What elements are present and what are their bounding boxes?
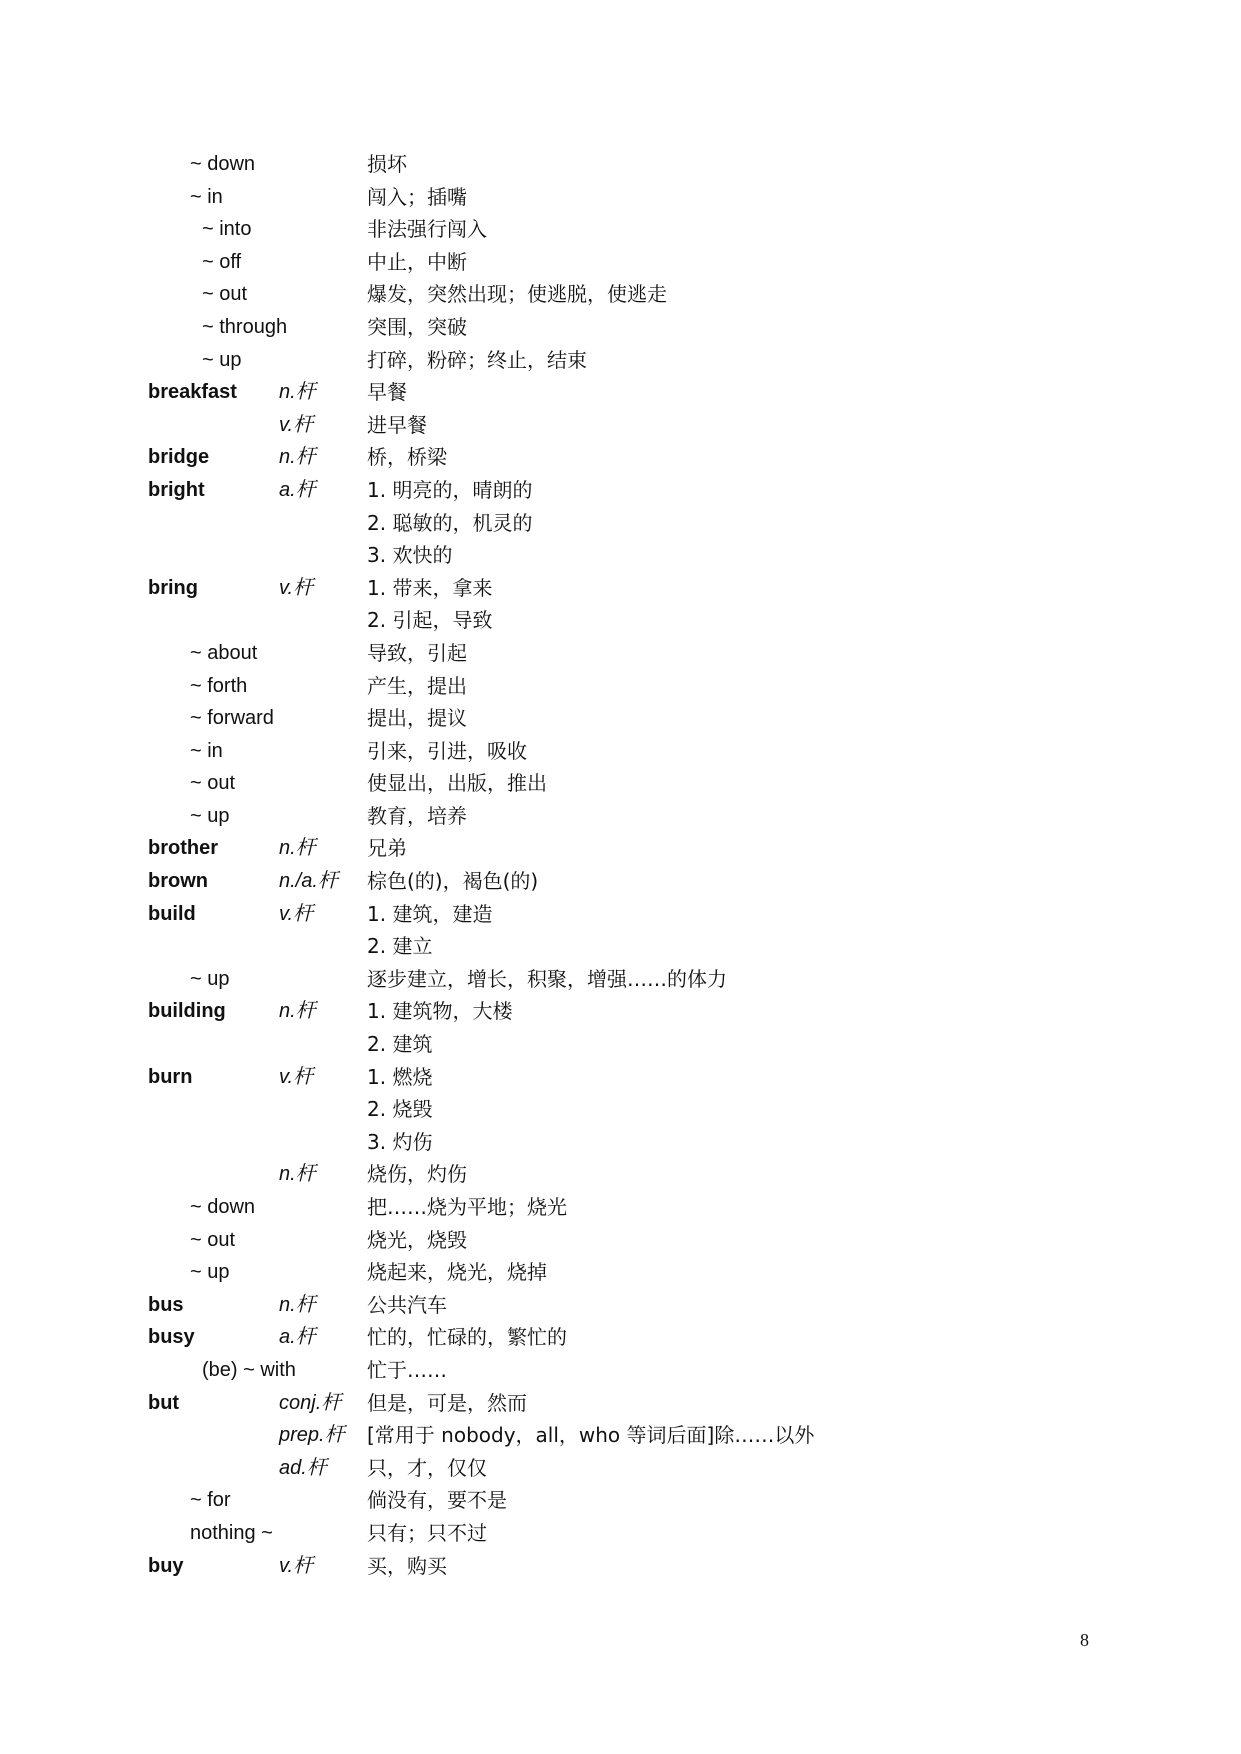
- part-of-speech: ad.杆: [279, 1456, 327, 1479]
- phrase: ~ in: [190, 739, 223, 762]
- headword: bridge: [148, 446, 210, 469]
- list-item: [0, 637, 1241, 670]
- definition: 兄弟: [367, 836, 407, 861]
- list-item: [0, 1126, 1241, 1159]
- definition: 教育，培养: [367, 803, 467, 828]
- headword: build: [148, 902, 196, 925]
- definition: 2. 建筑: [367, 1032, 433, 1057]
- phrase: ~ forth: [190, 674, 248, 697]
- definition: 1. 带来，拿来: [367, 575, 493, 600]
- part-of-speech: conj.杆: [279, 1391, 342, 1414]
- definition: 提出，提议: [367, 706, 467, 731]
- list-item: [0, 1550, 1241, 1583]
- phrase: ~ up: [190, 1261, 230, 1284]
- definition: 使显出，出版，推出: [367, 771, 547, 796]
- definition: 引来，引进，吸收: [367, 738, 527, 763]
- list-item: [0, 670, 1241, 703]
- list-item: [0, 1419, 1241, 1452]
- definition: 烧起来，烧光，烧掉: [367, 1260, 547, 1285]
- phrase: ~ into: [202, 218, 252, 241]
- list-item: [0, 246, 1241, 279]
- headword: brown: [148, 870, 208, 893]
- part-of-speech: n.杆: [279, 381, 316, 404]
- list-item: [0, 441, 1241, 474]
- list-item: [0, 572, 1241, 605]
- definition: 突围，突破: [367, 314, 467, 339]
- definition: 产生，提出: [367, 673, 467, 698]
- headword: busy: [148, 1326, 195, 1349]
- list-item: [0, 930, 1241, 963]
- phrase: ~ forward: [190, 707, 274, 730]
- definition: 1. 明亮的，晴朗的: [367, 477, 533, 502]
- list-item: [0, 1321, 1241, 1354]
- list-item: [0, 865, 1241, 898]
- definition: 中止，中断: [367, 249, 467, 274]
- definition: 早餐: [367, 380, 407, 405]
- headword: burn: [148, 1065, 193, 1088]
- list-item: [0, 800, 1241, 833]
- list-item: [0, 181, 1241, 214]
- phrase: ~ up: [190, 804, 230, 827]
- part-of-speech: n.杆: [279, 1293, 316, 1316]
- list-item: [0, 702, 1241, 735]
- headword: bright: [148, 478, 205, 501]
- definition: 导致，引起: [367, 640, 467, 665]
- list-item: [0, 376, 1241, 409]
- list-item: [0, 1387, 1241, 1420]
- list-item: [0, 898, 1241, 931]
- headword: buy: [148, 1554, 184, 1577]
- headword: breakfast: [148, 381, 237, 404]
- definition: 打碎，粉碎；终止，结束: [367, 347, 587, 372]
- list-item: [0, 148, 1241, 181]
- list-item: [0, 1354, 1241, 1387]
- definition: 1. 燃烧: [367, 1064, 433, 1089]
- headword: bring: [148, 576, 198, 599]
- part-of-speech: n.杆: [279, 837, 316, 860]
- phrase: ~ through: [202, 315, 288, 338]
- list-item: [0, 1158, 1241, 1191]
- part-of-speech: n.杆: [279, 446, 316, 469]
- list-item: [0, 1289, 1241, 1322]
- definition: 烧光，烧毁: [367, 1227, 467, 1252]
- definition: 忙于……: [367, 1357, 447, 1382]
- definition: 3. 灼伤: [367, 1129, 433, 1154]
- definition: 2. 聪敏的，机灵的: [367, 510, 533, 535]
- list-item: [0, 995, 1241, 1028]
- list-item: [0, 1028, 1241, 1061]
- headword: building: [148, 1000, 226, 1023]
- part-of-speech: a.杆: [279, 478, 316, 501]
- list-item: [0, 1093, 1241, 1126]
- phrase: ~ out: [202, 283, 248, 306]
- definition: 逐步建立，增长，积聚，增强……的体力: [367, 966, 727, 991]
- part-of-speech: v.杆: [279, 1554, 314, 1577]
- definition: 棕色(的)，褐色(的): [367, 869, 539, 894]
- part-of-speech: a.杆: [279, 1326, 316, 1349]
- phrase: ~ down: [190, 1196, 256, 1218]
- definition: 进早餐: [367, 412, 427, 437]
- definition: 只有；只不过: [367, 1520, 487, 1545]
- definition: 倘没有，要不是: [367, 1488, 507, 1513]
- list-item: [0, 213, 1241, 246]
- definition: 2. 烧毁: [367, 1097, 433, 1122]
- definition: 3. 欢快的: [367, 543, 453, 568]
- definition: 闯入；插嘴: [367, 184, 467, 209]
- list-item: [0, 474, 1241, 507]
- list-item: [0, 1224, 1241, 1257]
- phrase: nothing ~: [190, 1521, 273, 1544]
- definition: 1. 建筑物，大楼: [367, 999, 513, 1024]
- list-item: [0, 832, 1241, 865]
- phrase: ~ out: [190, 772, 236, 795]
- phrase: ~ up: [190, 967, 230, 990]
- list-item: [0, 409, 1241, 442]
- list-item: [0, 963, 1241, 996]
- definition: 桥，桥梁: [367, 445, 447, 470]
- phrase: ~ up: [202, 348, 242, 371]
- phrase: ~ in: [190, 185, 223, 208]
- phrase: ~ off: [202, 250, 242, 273]
- list-item: [0, 278, 1241, 311]
- part-of-speech: v.杆: [279, 413, 314, 436]
- list-item: [0, 344, 1241, 377]
- list-item: [0, 507, 1241, 540]
- vocabulary-list: [0, 148, 1241, 1582]
- part-of-speech: prep.杆: [279, 1424, 345, 1447]
- definition: 1. 建筑，建造: [367, 901, 493, 926]
- list-item: [0, 1517, 1241, 1550]
- definition: 非法强行闯入: [367, 217, 487, 242]
- headword: bus: [148, 1293, 184, 1316]
- phrase: ~ for: [190, 1489, 231, 1512]
- definition: 2. 建立: [367, 934, 433, 959]
- phrase: ~ out: [190, 1228, 236, 1251]
- headword: but: [148, 1391, 180, 1414]
- phrase: ~ down: [190, 153, 256, 175]
- list-item: [0, 1061, 1241, 1094]
- definition: 买，购买: [367, 1553, 447, 1578]
- page-number: 8: [1080, 1630, 1089, 1650]
- definition: 只，才，仅仅: [367, 1455, 487, 1480]
- part-of-speech: n./a.杆: [279, 870, 338, 893]
- definition: 公共汽车: [367, 1292, 447, 1317]
- list-item: [0, 311, 1241, 344]
- definition: [常用于 nobody，all，who 等词后面]除……以外: [367, 1423, 815, 1448]
- definition: 爆发，突然出现；使逃脱，使逃走: [367, 282, 667, 307]
- part-of-speech: v.杆: [279, 1065, 314, 1088]
- list-item: [0, 539, 1241, 572]
- list-item: [0, 735, 1241, 768]
- part-of-speech: n.杆: [279, 1163, 316, 1186]
- definition: 把……烧为平地；烧光: [367, 1195, 567, 1219]
- definition: 2. 引起，导致: [367, 608, 493, 633]
- phrase: (be) ~ with: [202, 1358, 296, 1381]
- definition: 但是，可是，然而: [367, 1390, 527, 1415]
- part-of-speech: v.杆: [279, 576, 314, 599]
- phrase: ~ about: [190, 641, 258, 664]
- list-item: [0, 604, 1241, 637]
- headword: brother: [148, 837, 218, 860]
- list-item: [0, 1452, 1241, 1485]
- part-of-speech: v.杆: [279, 902, 314, 925]
- part-of-speech: n.杆: [279, 1000, 316, 1023]
- definition: 损坏: [367, 152, 407, 176]
- definition: 忙的，忙碌的，繁忙的: [367, 1325, 567, 1350]
- list-item: [0, 1256, 1241, 1289]
- definition: 烧伤，灼伤: [367, 1162, 467, 1187]
- list-item: [0, 1191, 1241, 1224]
- list-item: [0, 1484, 1241, 1517]
- list-item: [0, 767, 1241, 800]
